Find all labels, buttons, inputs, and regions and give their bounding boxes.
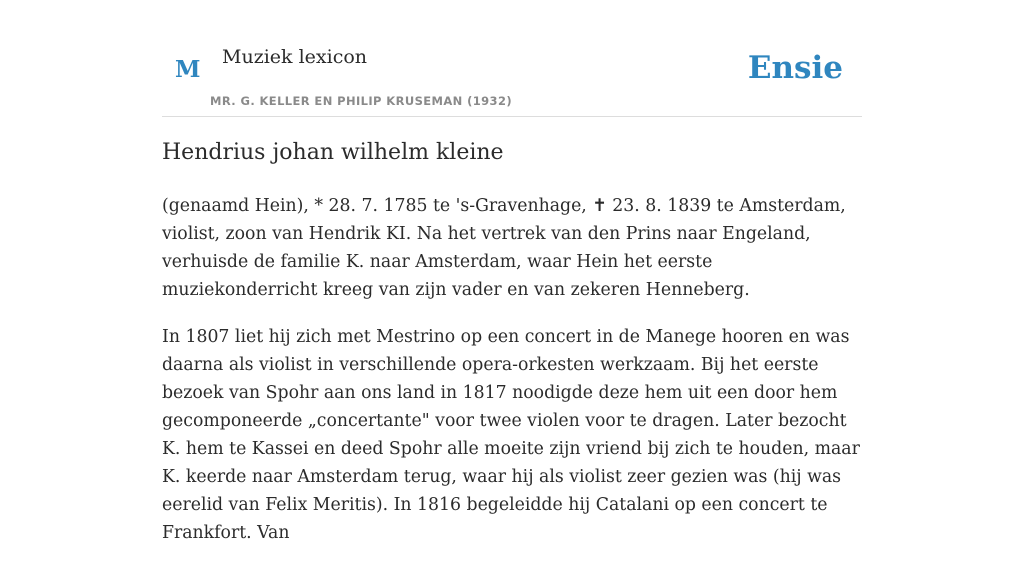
- page: [162, 0, 862, 543]
- book-logo[interactable]: M: [175, 56, 201, 83]
- book-title-link[interactable]: Muziek lexicon: [222, 46, 368, 68]
- entry-paragraph: In 1807 liet hij zich met Mestrino op een concert in de Manege hooren en was daarna als violist in verschillende opera-orkesten werkzaam. Bij het eerste bezoek van Spohr aan ons land in 1817 noodigde deze hem uit een door hem gecomponeerde „concertante" voor twee violen voor te dragen. Later bezocht K. hem te Kassei en deed Spohr alle moeite zijn vriend bij zich te houden, maar K. keerde naar Amsterdam terug, waar hij als violist zeer gezien was (hij was eerelid van Felix Meritis). In 1816 begeleidde hij Catalani op een concert te Frankfort. Van: [162, 327, 860, 543]
- site-header: [162, 0, 862, 117]
- book-authors: MR. G. KELLER EN PHILIP KRUSEMAN (1932): [210, 94, 513, 108]
- ensie-logo-link[interactable]: Ensie: [747, 50, 843, 86]
- entry-paragraph: (genaamd Hein), * 28. 7. 1785 te 's-Gravenhage, ✝ 23. 8. 1839 te Amsterdam, violist, zoon van Hendrik KI. Na het vertrek van den Prins naar Engeland, verhuisde de familie K. naar Amsterdam, waar Hein het eerste muziekonderricht kreeg van zijn vader en van zekeren Henneberg.: [162, 196, 846, 300]
- entry-body: [162, 192, 862, 566]
- entry-title: Hendrius johan wilhelm kleine: [162, 140, 504, 165]
